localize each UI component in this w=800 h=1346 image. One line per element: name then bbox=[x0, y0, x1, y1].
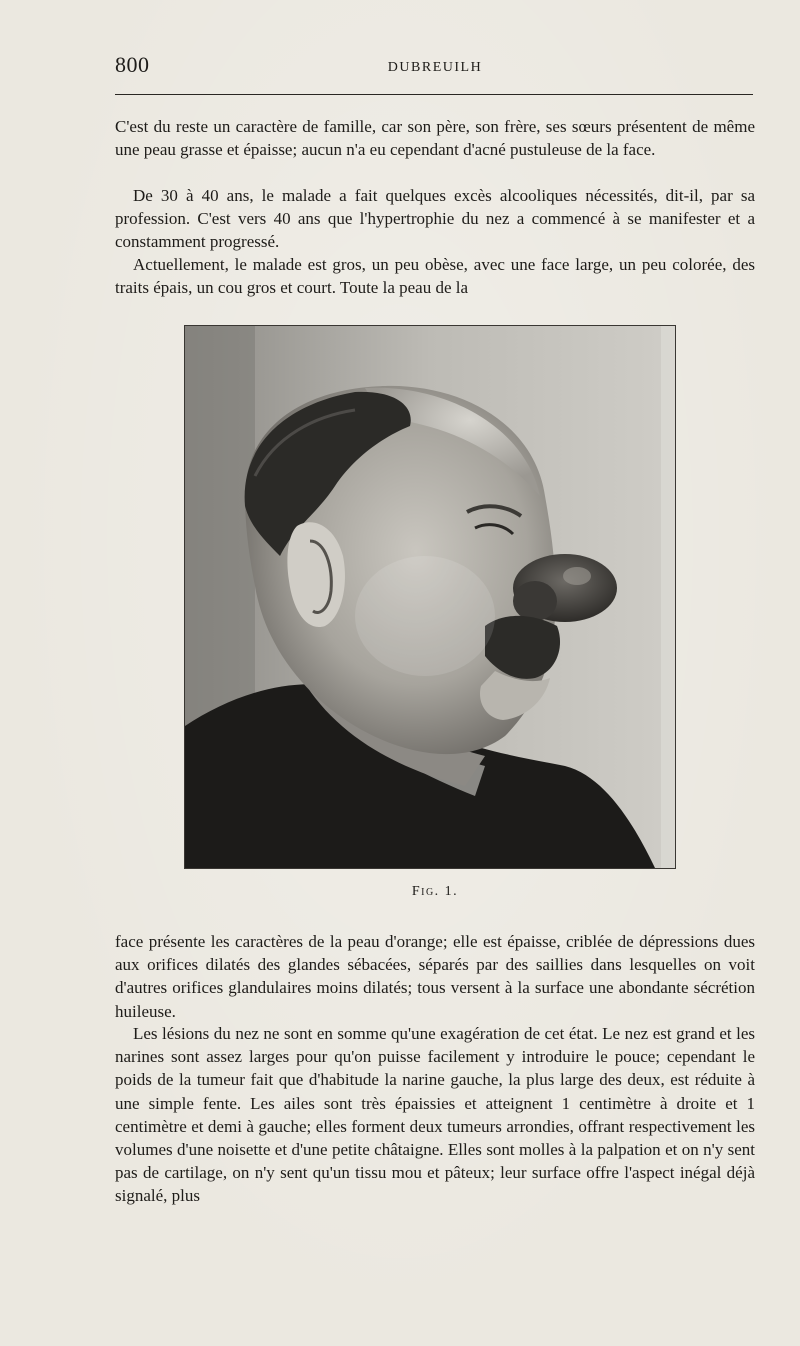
page-header bbox=[115, 52, 755, 82]
paragraph-skin-description: face présente les caractères de la peau d'orange; elle est épaisse, criblée de dépressions dues aux orifices dilatés des glandes sébacées, séparés par des saillies dans lesquelles on voit d'autres orifices glandulaires moins dilatés; tous versent à la surface une abondante sécrétion huileuse. bbox=[115, 932, 755, 1021]
paragraph-nose-lesions: Les lésions du nez ne sont en somme qu'une exagération de cet état. Le nez est grand et les narines sont assez larges pour qu'on puisse facilement y introduire le pouce; cependant le poids de la tumeur fait que d'habitude la narine gauche, la plus large des deux, est réduite à une simple fente. Les ailes sont très épaissies et atteignent 1 centimètre à droite et 1 centimètre et demi à gauche; elles forment deux tumeurs arrondies, offrant respectivement les volumes d'une noisette et d'une petite châtaigne. Elles sont molles à la palpation et on n'y sent pas de cartilage, on n'y sent qu'un tissu mou et pâteux; leur surface offre l'aspect inégal déjà signalé, plus bbox=[115, 1024, 755, 1206]
paragraph-alcohol-history: De 30 à 40 ans, le malade a fait quelques excès alcooliques nécessités, dit-il, par sa profession. C'est vers 40 ans que l'hypertrophie du nez a commencé à se manifester et a constamment progressé. bbox=[115, 186, 755, 252]
figure-caption: Fig. 1. bbox=[411, 884, 459, 899]
portrait-illustration bbox=[185, 326, 675, 868]
page-number: 800 bbox=[115, 52, 150, 77]
paragraph-family-trait: C'est du reste un caractère de famille, car son père, son frère, ses sœurs présentent de même une peau grasse et épaisse; aucun n'a eu cependant d'acné pustuleuse de la face. bbox=[115, 117, 755, 160]
patient-photograph bbox=[184, 325, 676, 869]
header-rule bbox=[115, 94, 753, 95]
paragraph-current-state: Actuellement, le malade est gros, un peu obèse, avec une face large, un peu colorée, des traits épais, un cou gros et court. Toute la peau de la bbox=[115, 255, 755, 298]
running-head: DUBREUILH bbox=[387, 60, 483, 75]
